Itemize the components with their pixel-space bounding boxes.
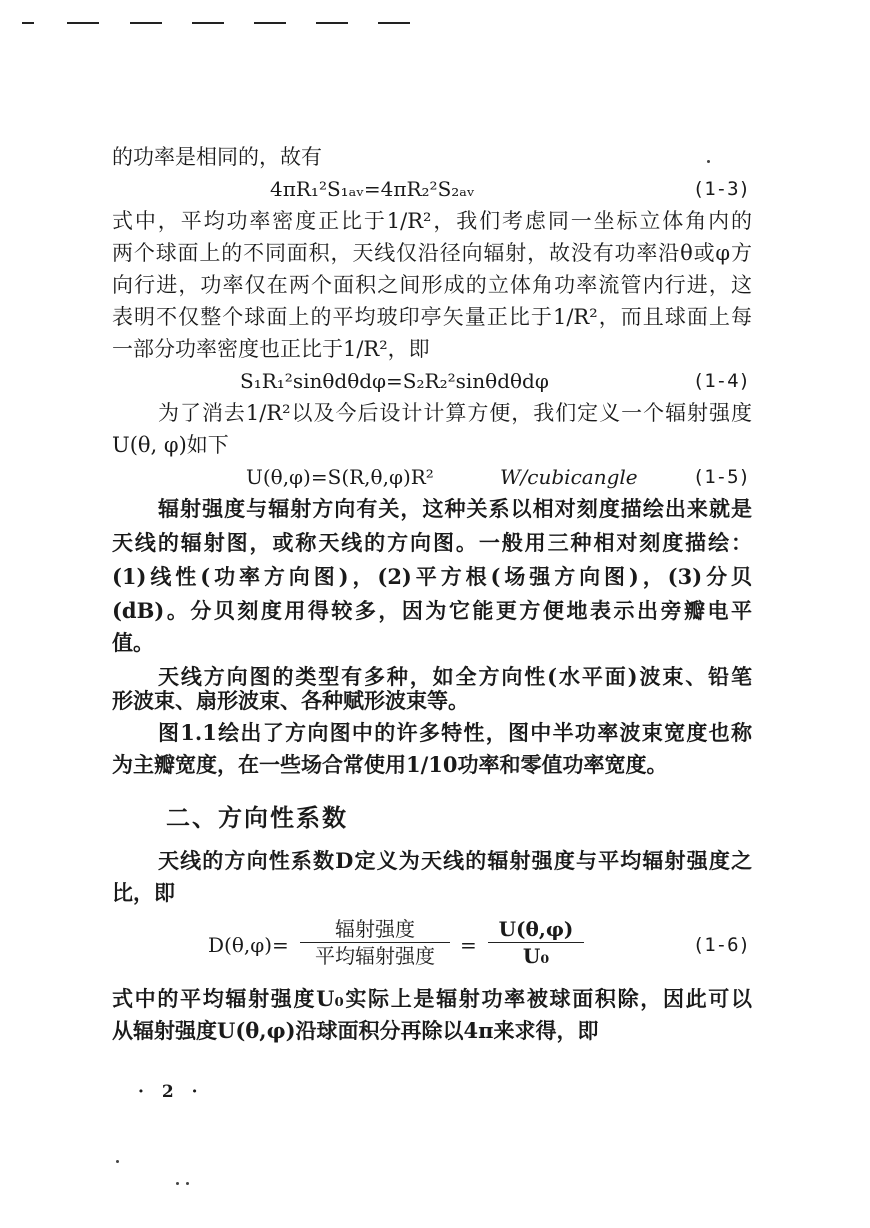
fraction-ratio [300,916,450,969]
text-line: 辐射强度与辐射方向有关，这种关系以相对刻度描绘出来就是 [158,496,752,521]
section-heading: 二、方向性系数 [166,804,348,832]
fraction-numerator: U(θ,φ) [498,917,574,941]
equation-number: (1-6) [692,934,750,956]
text-line: 的功率是相同的，故有 [112,145,322,169]
text-line: 天线方向图的类型有多种，如全方向性(水平面)波束、铅笔 [158,664,752,689]
scan-speck [116,1160,119,1163]
text-line: 图1.1绘出了方向图中的许多特性，图中半功率波束宽度也称 [158,720,752,745]
text-line: 表明不仅整个球面上的平均玻印亭矢量正比于1/R²，而且球面上每 [112,305,752,329]
text-line: 一部分功率密度也正比于1/R²，即 [112,337,430,361]
text-line: 向行进，功率仅在两个面积之间形成的立体角功率流管内行进，这 [112,273,752,297]
text-line: (dB)。分贝刻度用得较多，因为它能更方便地表示出旁瓣电平 [112,598,752,623]
text-line: (1)线性(功率方向图)，(2)平方根(场强方向图)，(3)分贝 [112,564,752,589]
text-line: 式中，平均功率密度正比于1/R²，我们考虑同一坐标立体角内的 [112,209,752,233]
fraction-denominator: 平均辐射强度 [300,942,450,969]
equation-number: (1-3) [692,178,750,200]
text-line: U(θ, φ)如下 [112,433,229,457]
fraction-symbolic [488,916,584,969]
scan-speck [186,1182,189,1185]
equation-1-4: S₁R₁²sinθdθdφ=S₂R₂²sinθdθdφ [240,369,549,393]
text-line: 比，即 [112,880,175,905]
text-line: 天线的方向性系数D定义为天线的辐射强度与平均辐射强度之 [158,848,752,873]
equation-number: (1-5) [692,466,750,488]
text-line: 从辐射强度U(θ,φ)沿球面积分再除以4π来求得，即 [112,1018,599,1043]
text-line: 为主瓣宽度，在一些场合常使用1/10功率和零值功率宽度。 [112,752,668,777]
scan-speck [707,160,710,163]
text-line: 式中的平均辐射强度U₀实际上是辐射功率被球面积除，因此可以 [112,986,752,1011]
equation-1-3: 4πR₁²S₁ₐᵥ=4πR₂²S₂ₐᵥ [270,177,475,201]
equation-unit: W/cubicangle [500,465,638,489]
page-number: · 2 · [138,1082,204,1102]
equation-number: (1-4) [692,370,750,392]
header-rule [22,22,422,26]
equation-1-6-lhs: D(θ,φ)= [208,933,289,957]
equation-1-5: U(θ,φ)=S(R,θ,φ)R² [246,465,434,489]
equals-sign: = [460,933,477,957]
text-line: 值。 [112,630,154,655]
scan-speck [176,1182,179,1185]
fraction-numerator: 辐射强度 [335,917,415,941]
fraction-denominator: U₀ [488,942,584,969]
text-line: 形波束、扇形波束、各种赋形波束等。 [112,688,469,713]
text-line: 为了消去1/R²以及今后设计计算方便，我们定义一个辐射强度 [158,401,752,425]
text-line: 两个球面上的不同面积，天线仅沿径向辐射，故没有功率沿θ或φ方 [112,241,752,265]
text-line: 天线的辐射图，或称天线的方向图。一般用三种相对刻度描绘： [112,530,752,555]
